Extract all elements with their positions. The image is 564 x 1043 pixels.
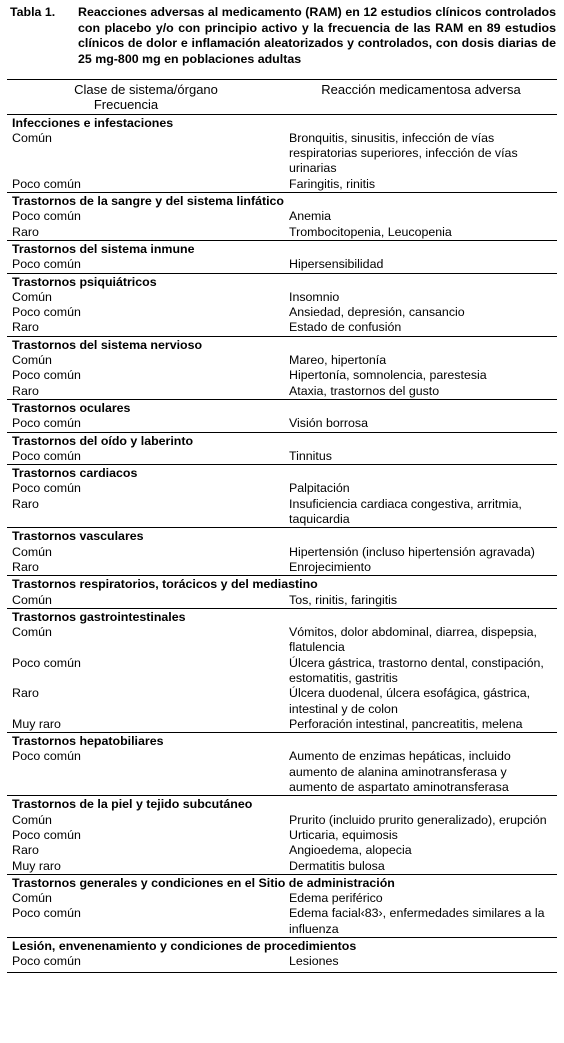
reaction-row: [7, 225, 557, 241]
reaction-row: [7, 813, 557, 828]
frequency-cell: Raro: [12, 224, 39, 239]
reaction-row: [7, 384, 557, 400]
category-name: Trastornos hepatobiliares: [7, 733, 557, 750]
reaction-cell: Visión borrosa: [289, 416, 368, 431]
reaction-cell: Perforación intestinal, pancreatitis, melena: [289, 716, 523, 731]
category-row: [7, 432, 557, 449]
reaction-cell: Edema facial‹83›, enfermedades similares a la influenza: [289, 906, 545, 936]
category-name: Trastornos de la piel y tejido subcutáneo: [7, 796, 557, 813]
reaction-row: [7, 891, 557, 906]
frequency-cell: Común: [12, 130, 52, 145]
frequency-cell: Común: [12, 891, 52, 906]
frequency-cell: Raro: [12, 559, 39, 574]
reaction-cell: Tinnitus: [289, 448, 332, 463]
reaction-cell: Insomnio: [289, 289, 340, 304]
reaction-cell: Prurito (incluido prurito generalizado), erupción: [289, 812, 547, 827]
category-row: [7, 399, 557, 416]
category-name: Trastornos cardiacos: [7, 465, 557, 482]
reaction-cell: Hipertensión (incluso hipertensión agravada): [289, 544, 535, 559]
reaction-row: [7, 131, 557, 177]
frequency-cell: Muy raro: [12, 858, 61, 873]
frequency-cell: Poco común: [12, 481, 81, 496]
reaction-row: [7, 625, 557, 656]
reaction-cell: Anemia: [289, 209, 332, 224]
reaction-row: [7, 449, 557, 465]
reaction-cell: Faringitis, rinitis: [289, 176, 376, 191]
category-row: [7, 336, 557, 353]
header-reaction: Reacción medicamentosa adversa: [285, 80, 557, 115]
category-row: [7, 193, 557, 210]
reaction-row: [7, 416, 557, 432]
reaction-row: [7, 545, 557, 560]
category-name: Lesión, envenenamiento y condiciones de procedimientos: [7, 938, 557, 955]
reaction-cell: Hipertonía, somnolencia, parestesia: [289, 368, 487, 383]
frequency-cell: Poco común: [12, 448, 81, 463]
frequency-cell: Común: [12, 592, 52, 607]
frequency-cell: Común: [12, 544, 52, 559]
reaction-cell: Angioedema, alopecia: [289, 843, 412, 858]
reaction-cell: Palpitación: [289, 481, 350, 496]
frequency-cell: Poco común: [12, 827, 81, 842]
frequency-cell: Poco común: [12, 749, 81, 764]
category-name: Trastornos del sistema inmune: [7, 240, 557, 257]
reaction-row: [7, 686, 557, 717]
category-name: Trastornos psiquiátricos: [7, 273, 557, 290]
reaction-cell: Bronquitis, sinusitis, infección de vías respiratorias superiores, infección de vías urinarias: [289, 130, 518, 176]
frequency-cell: Raro: [12, 383, 39, 398]
reaction-row: [7, 906, 557, 937]
header-organ-class: [7, 80, 285, 115]
category-row: [7, 733, 557, 750]
category-row: [7, 465, 557, 482]
reaction-row: [7, 481, 557, 496]
frequency-cell: Poco común: [12, 305, 81, 320]
reaction-cell: Lesiones: [285, 954, 557, 972]
reaction-cell: Vómitos, dolor abdominal, diarrea, dispepsia, flatulencia: [289, 625, 537, 655]
frequency-cell: Raro: [12, 843, 39, 858]
table-caption-text: Reacciones adversas al medicamento (RAM) en 12 estudios clínicos controlados con placebo y/o con principio activo y la frecuencia de las RAM en 89 estudios clínicos de dolor e inflamación aleatorizados y controlados, con dosis diarias de 25 mg-800 mg en poblaciones adultas: [78, 5, 556, 66]
reaction-row: [7, 656, 557, 687]
reaction-row: [7, 749, 557, 795]
frequency-cell: Común: [12, 812, 52, 827]
reaction-row: [7, 954, 557, 972]
category-row: [7, 576, 557, 593]
category-name: Trastornos respiratorios, torácicos y del mediastino: [7, 576, 557, 593]
frequency-cell: Poco común: [12, 416, 81, 431]
category-row: [7, 796, 557, 813]
adverse-reactions-table: [7, 79, 557, 973]
reaction-row: [7, 497, 557, 528]
reaction-cell: Urticaria, equimosis: [289, 827, 398, 842]
reaction-cell: Mareo, hipertonía: [289, 353, 387, 368]
category-name: Trastornos de la sangre y del sistema linfático: [7, 193, 557, 210]
reaction-row: [7, 717, 557, 733]
table-header-row: [7, 80, 557, 115]
category-name: Trastornos oculares: [7, 399, 557, 416]
reaction-cell: Enrojecimiento: [289, 559, 371, 574]
frequency-cell: Raro: [12, 496, 39, 511]
category-row: [7, 273, 557, 290]
frequency-cell: Raro: [12, 320, 39, 335]
category-row: [7, 240, 557, 257]
reaction-row: [7, 353, 557, 368]
reaction-cell: Trombocitopenia, Leucopenia: [289, 224, 452, 239]
reaction-row: [7, 859, 557, 875]
frequency-cell: Poco común: [12, 368, 81, 383]
reaction-row: [7, 368, 557, 383]
header-organ-class-label: Clase de sistema/órgano: [74, 82, 218, 97]
reaction-cell: Úlcera gástrica, trastorno dental, constipación, estomatitis, gastritis: [289, 655, 544, 685]
frequency-cell: Común: [12, 625, 52, 640]
table-caption-label: Tabla 1.: [10, 5, 56, 19]
frequency-cell: Raro: [12, 686, 39, 701]
reaction-row: [7, 290, 557, 305]
reaction-row: [7, 593, 557, 609]
reaction-cell: Estado de confusión: [289, 320, 402, 335]
category-row: [7, 938, 557, 955]
reaction-row: [7, 305, 557, 320]
reaction-cell: Aumento de enzimas hepáticas, incluido aumento de alanina aminotransferasa y aumento de aspartato aminotransferasa: [289, 749, 511, 795]
category-row: [7, 874, 557, 891]
reaction-cell: Edema periférico: [289, 891, 383, 906]
reaction-cell: Tos, rinitis, faringitis: [289, 592, 398, 607]
category-name: Trastornos del oído y laberinto: [7, 432, 557, 449]
frequency-cell: Común: [12, 353, 52, 368]
category-name: Trastornos vasculares: [7, 528, 557, 545]
category-name: Trastornos del sistema nervioso: [7, 336, 557, 353]
reaction-row: [7, 828, 557, 843]
frequency-cell: Poco común: [12, 655, 81, 670]
category-row: [7, 528, 557, 545]
reaction-cell: Úlcera duodenal, úlcera esofágica, gástrica, intestinal y de colon: [289, 686, 531, 716]
table-body: [7, 114, 557, 972]
reaction-row: [7, 257, 557, 273]
frequency-cell: Común: [12, 289, 52, 304]
category-name: Trastornos generales y condiciones en el Sitio de administración: [7, 874, 557, 891]
frequency-cell: Poco común: [7, 954, 285, 972]
frequency-cell: Poco común: [12, 906, 81, 921]
reaction-cell: Ataxia, trastornos del gusto: [289, 383, 440, 398]
category-name: Infecciones e infestaciones: [12, 115, 174, 130]
reaction-row: [7, 320, 557, 336]
header-frequency-label: Frecuencia: [93, 97, 159, 113]
reaction-cell: Ansiedad, depresión, cansancio: [289, 305, 465, 320]
reaction-row: [7, 560, 557, 576]
reaction-cell: Dermatitis bulosa: [289, 858, 385, 873]
reaction-cell: Insuficiencia cardiaca congestiva, arritmia, taquicardia: [289, 496, 522, 527]
frequency-cell: Poco común: [12, 176, 81, 191]
frequency-cell: Poco común: [12, 257, 81, 272]
category-row: [7, 114, 557, 131]
category-name: Trastornos gastrointestinales: [7, 608, 557, 625]
reaction-cell: Hipersensibilidad: [289, 257, 384, 272]
frequency-cell: Muy raro: [12, 716, 61, 731]
reaction-row: [7, 209, 557, 224]
category-row: [7, 608, 557, 625]
frequency-cell: Poco común: [12, 209, 81, 224]
reaction-row: [7, 177, 557, 193]
reaction-row: [7, 843, 557, 858]
